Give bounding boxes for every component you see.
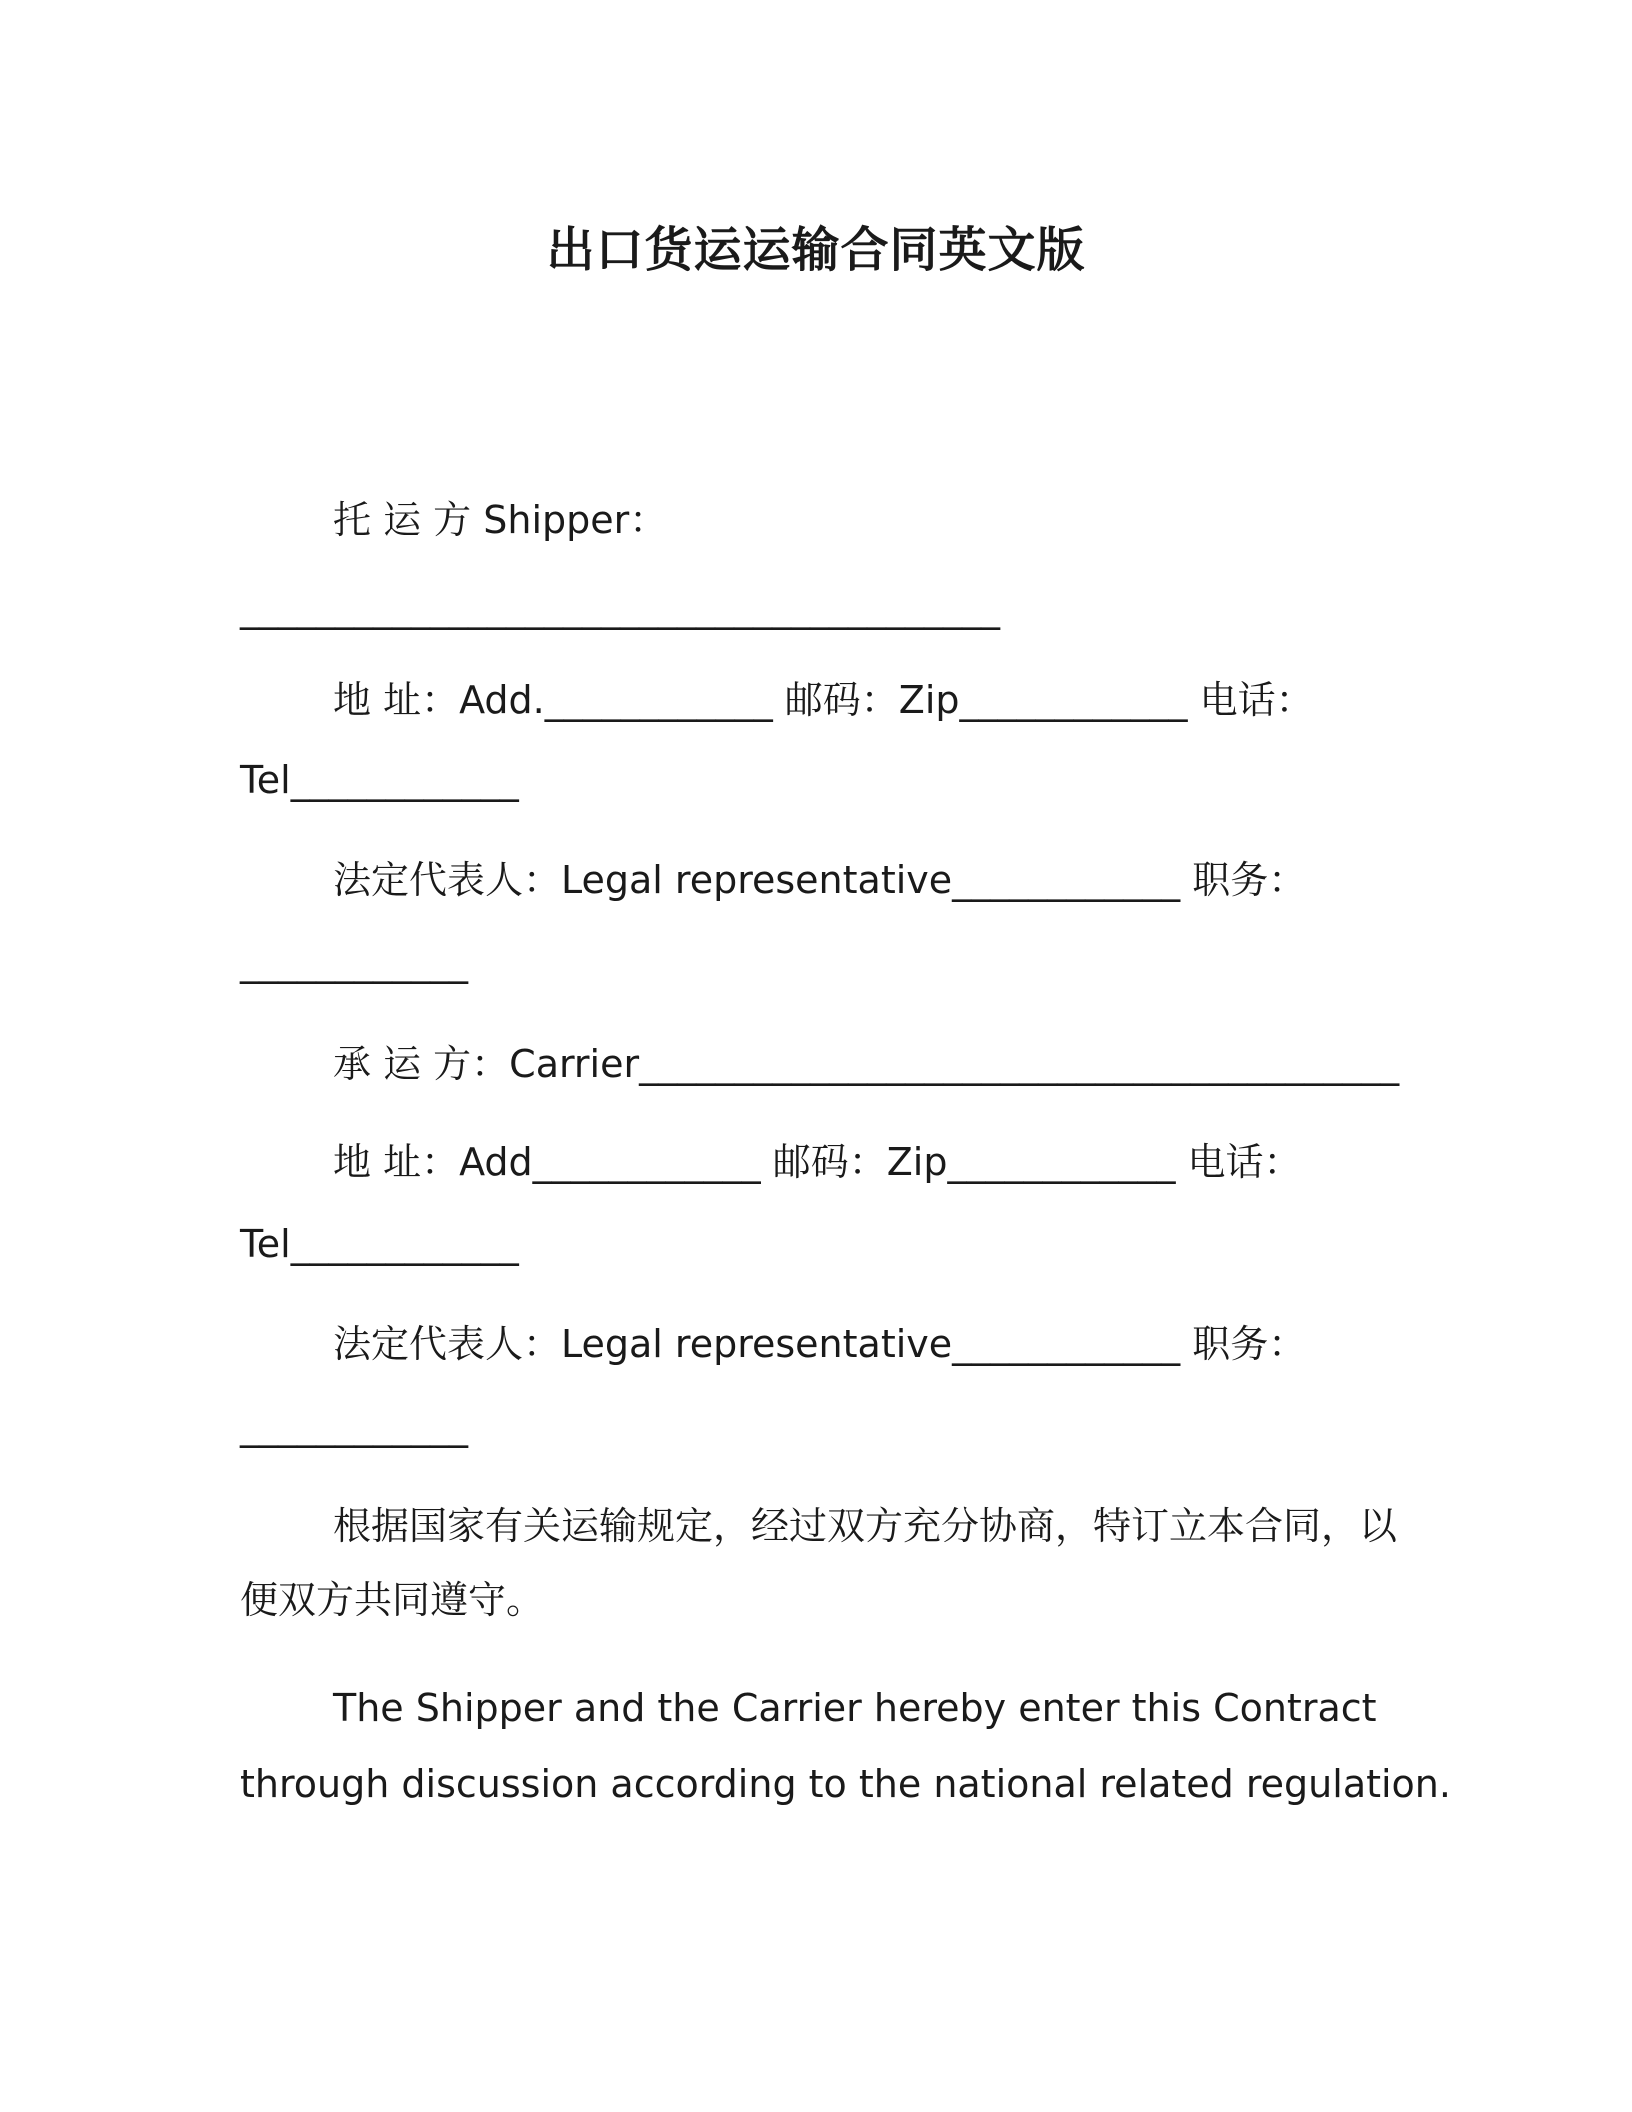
- shipper-tel-line: Tel____________: [240, 758, 519, 802]
- shipper-blank: ________________________________________: [240, 586, 1000, 630]
- carrier-position-blank: ____________: [240, 1404, 468, 1448]
- shipper-address-line: 地 址：Add.____________ 邮码：Zip____________ 电话：: [333, 678, 1314, 722]
- english-paragraph-line-2: through discussion according to the national related regulation.: [240, 1762, 1451, 1806]
- shipper-label: 托 运 方 Shipper：: [333, 498, 668, 542]
- chinese-paragraph-line-2: 便双方共同遵守。: [240, 1578, 545, 1622]
- shipper-position-blank: ____________: [240, 940, 468, 984]
- carrier-label: 承 运 方：Carrier________________________________________: [333, 1042, 1400, 1086]
- chinese-paragraph-line-1: 根据国家有关运输规定，经过双方充分协商，特订立本合同，以: [333, 1504, 1398, 1548]
- shipper-legal-rep-line: 法定代表人：Legal representative____________ 职务：: [333, 858, 1307, 902]
- carrier-tel-line: Tel____________: [240, 1222, 519, 1266]
- document-title: 出口货运运输合同英文版: [546, 222, 1086, 278]
- carrier-legal-rep-line: 法定代表人：Legal representative____________ 职务：: [333, 1322, 1307, 1366]
- english-paragraph-line-1: The Shipper and the Carrier hereby enter this Contract: [333, 1686, 1377, 1730]
- carrier-address-line: 地 址：Add____________ 邮码：Zip____________ 电话：: [333, 1140, 1302, 1184]
